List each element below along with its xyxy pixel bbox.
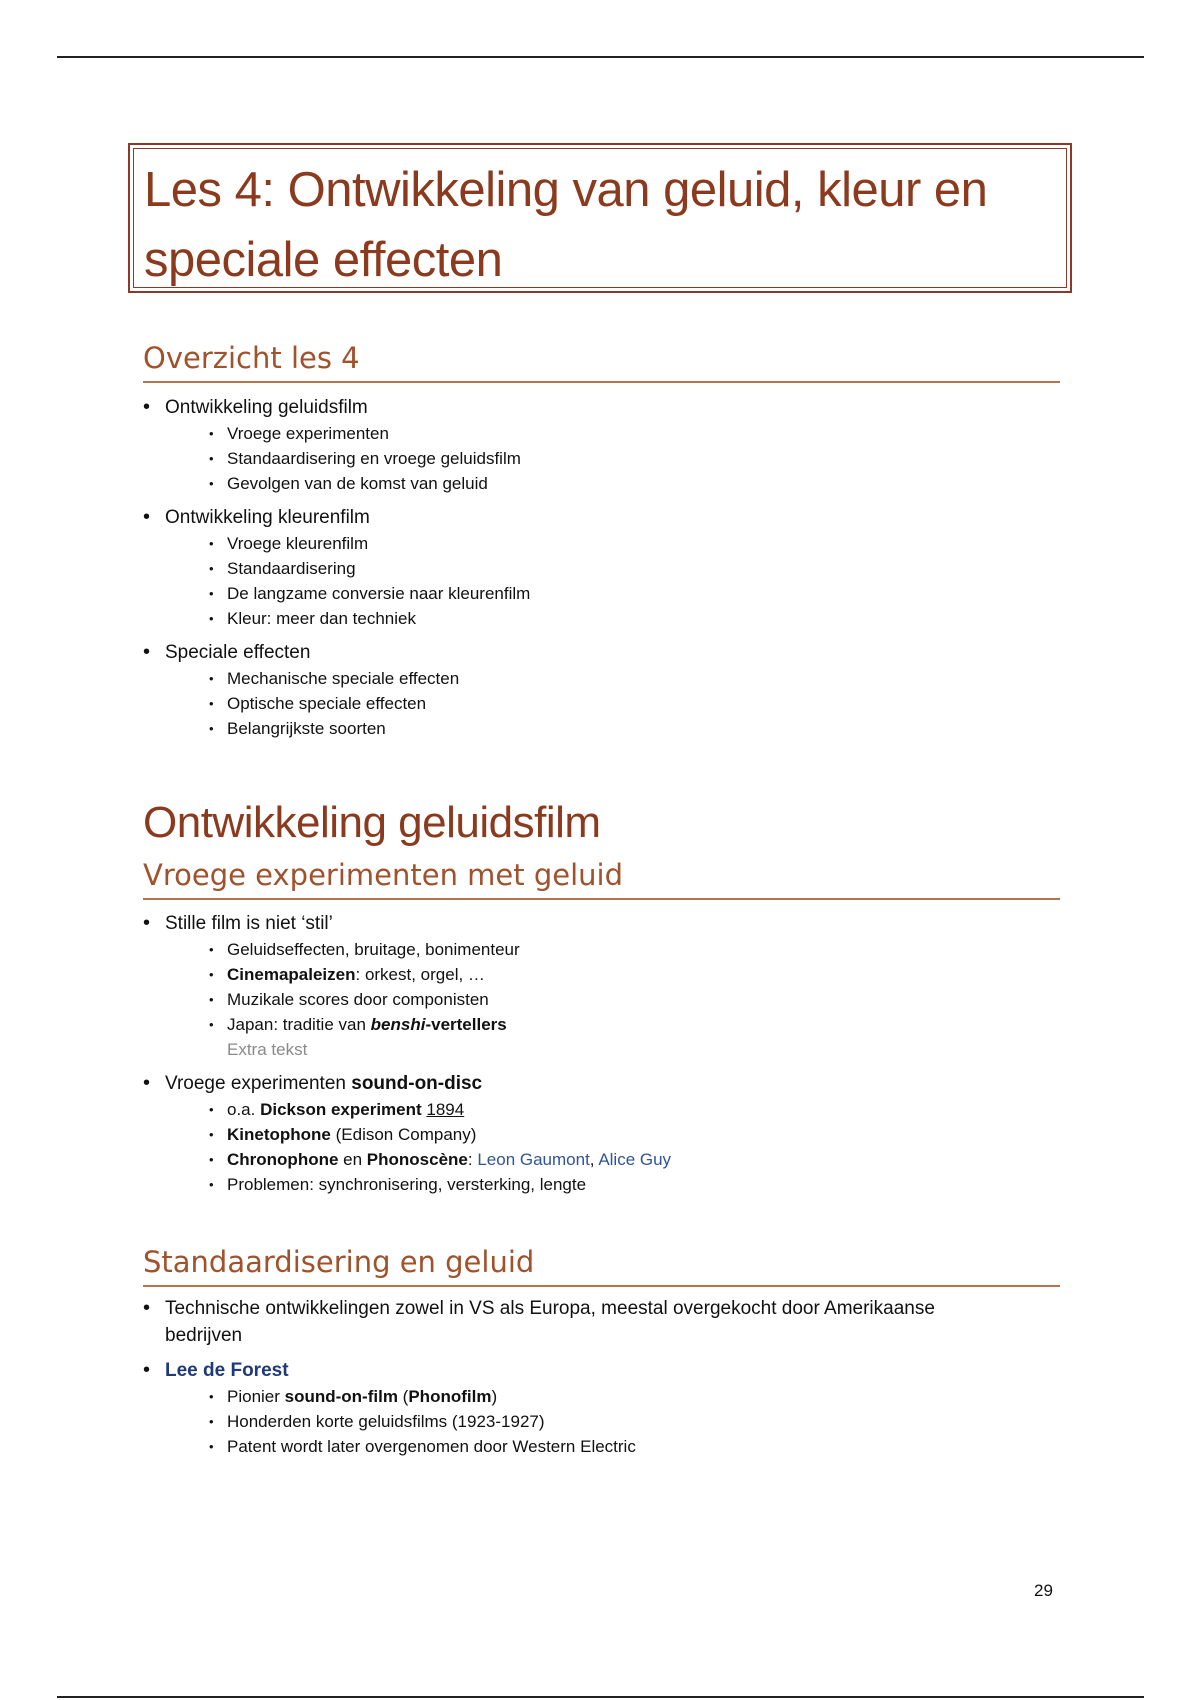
disc-label-prefix: Vroege experimenten	[165, 1073, 352, 1094]
overview-item: • Standaardisering	[205, 556, 1060, 581]
standard-item: • Technische ontwikkelingen zowel in VS als Europa, meestal overgekocht door Amerikaanse bedrijven	[143, 1295, 1060, 1349]
chronophone-term: Chronophone	[227, 1150, 339, 1169]
overview-item: • De langzame conversie naar kleurenfilm	[205, 581, 1060, 606]
phonofilm-term: Phonofilm	[408, 1387, 492, 1406]
colon-text: :	[467, 1150, 478, 1169]
leon-gaumont-link[interactable]: Leon Gaumont	[477, 1150, 590, 1169]
early-subitem: • Geluidseffecten, bruitage, bonimenteur	[205, 937, 1060, 962]
early-subitem	[205, 962, 1060, 987]
overview-section	[143, 394, 1060, 496]
extra-text: Extra tekst	[227, 1040, 308, 1059]
overview-item: • Vroege kleurenfilm	[205, 531, 1060, 556]
standard-heading: Standaardisering en geluid	[143, 1243, 1060, 1287]
early-subitem	[205, 1097, 1060, 1122]
paren-close: )	[491, 1387, 498, 1406]
overview-section-label: Ontwikkeling kleurenfilm	[165, 507, 370, 528]
alice-guy-link[interactable]: Alice Guy	[598, 1150, 672, 1169]
early-subitem	[205, 1012, 1060, 1037]
forest-subitem: • Patent wordt later overgenomen door Western Electric	[205, 1434, 1060, 1459]
chapter-heading: Ontwikkeling geluidsfilm	[143, 798, 601, 847]
early-list	[143, 910, 1060, 1205]
pionier-prefix: Pionier	[227, 1387, 285, 1406]
sound-on-disc-item	[143, 1070, 1060, 1197]
overview-section	[143, 504, 1060, 631]
overview-heading: Overzicht les 4	[143, 339, 1060, 383]
kinetophone-term: Kinetophone	[227, 1125, 331, 1144]
paren-open: (	[397, 1387, 409, 1406]
footer-rule	[57, 1696, 1144, 1698]
dickson-year: 1894	[426, 1100, 465, 1119]
overview-item: • Kleur: meer dan techniek	[205, 606, 1060, 631]
page-number: 29	[1034, 1581, 1053, 1600]
overview-item: • Standaardisering en vroege geluidsfilm	[205, 446, 1060, 471]
early-subitem: • Problemen: synchronisering, versterking, lengte	[205, 1172, 1060, 1197]
early-subitem: • Muzikale scores door componisten	[205, 987, 1060, 1012]
document-title: Les 4: Ontwikkeling van geluid, kleur en speciale effecten	[144, 163, 988, 287]
silent-film-label: Stille film is niet ‘stil’	[165, 913, 333, 934]
lee-de-forest-item	[143, 1357, 1060, 1459]
lee-de-forest-label: Lee de Forest	[165, 1360, 289, 1381]
overview-item: • Belangrijkste soorten	[205, 716, 1060, 741]
dickson-term: Dickson experiment	[260, 1100, 422, 1119]
forest-subitem	[205, 1384, 1060, 1409]
sound-on-disc-term: sound-on-disc	[351, 1073, 483, 1094]
early-subitem	[205, 1122, 1060, 1147]
overview-item: • Optische speciale effecten	[205, 691, 1060, 716]
title-box	[128, 143, 1072, 293]
silent-film-item	[143, 910, 1060, 1062]
standard-list	[143, 1295, 1060, 1467]
overview-list	[143, 394, 1060, 749]
cinemapaleizen-desc: : orkest, orgel, …	[355, 965, 485, 984]
overview-section-label: Speciale effecten	[165, 642, 311, 663]
comma-text: ,	[589, 1150, 599, 1169]
overview-section-label: Ontwikkeling geluidsfilm	[165, 397, 368, 418]
forest-subitem: • Honderden korte geluidsfilms (1923-1927)	[205, 1409, 1060, 1434]
phonoscene-term: Phonoscène	[366, 1150, 468, 1169]
kinetophone-desc: (Edison Company)	[330, 1125, 477, 1144]
conjunction-text: en	[338, 1150, 367, 1169]
japan-prefix: Japan: traditie van	[227, 1015, 371, 1034]
early-subitem	[205, 1147, 1060, 1172]
cinemapaleizen-term: Cinemapaleizen	[227, 965, 356, 984]
benshi-term: benshi	[370, 1015, 426, 1034]
overview-section	[143, 639, 1060, 741]
header-rule	[57, 56, 1144, 58]
dickson-prefix: o.a.	[227, 1100, 261, 1119]
overview-item: • Gevolgen van de komst van geluid	[205, 471, 1060, 496]
sound-on-film-term: sound-on-film	[284, 1387, 398, 1406]
vertellers-term: -vertellers	[425, 1015, 507, 1034]
overview-item: • Mechanische speciale effecten	[205, 666, 1060, 691]
early-heading: Vroege experimenten met geluid	[143, 856, 1060, 900]
overview-item: • Vroege experimenten	[205, 421, 1060, 446]
